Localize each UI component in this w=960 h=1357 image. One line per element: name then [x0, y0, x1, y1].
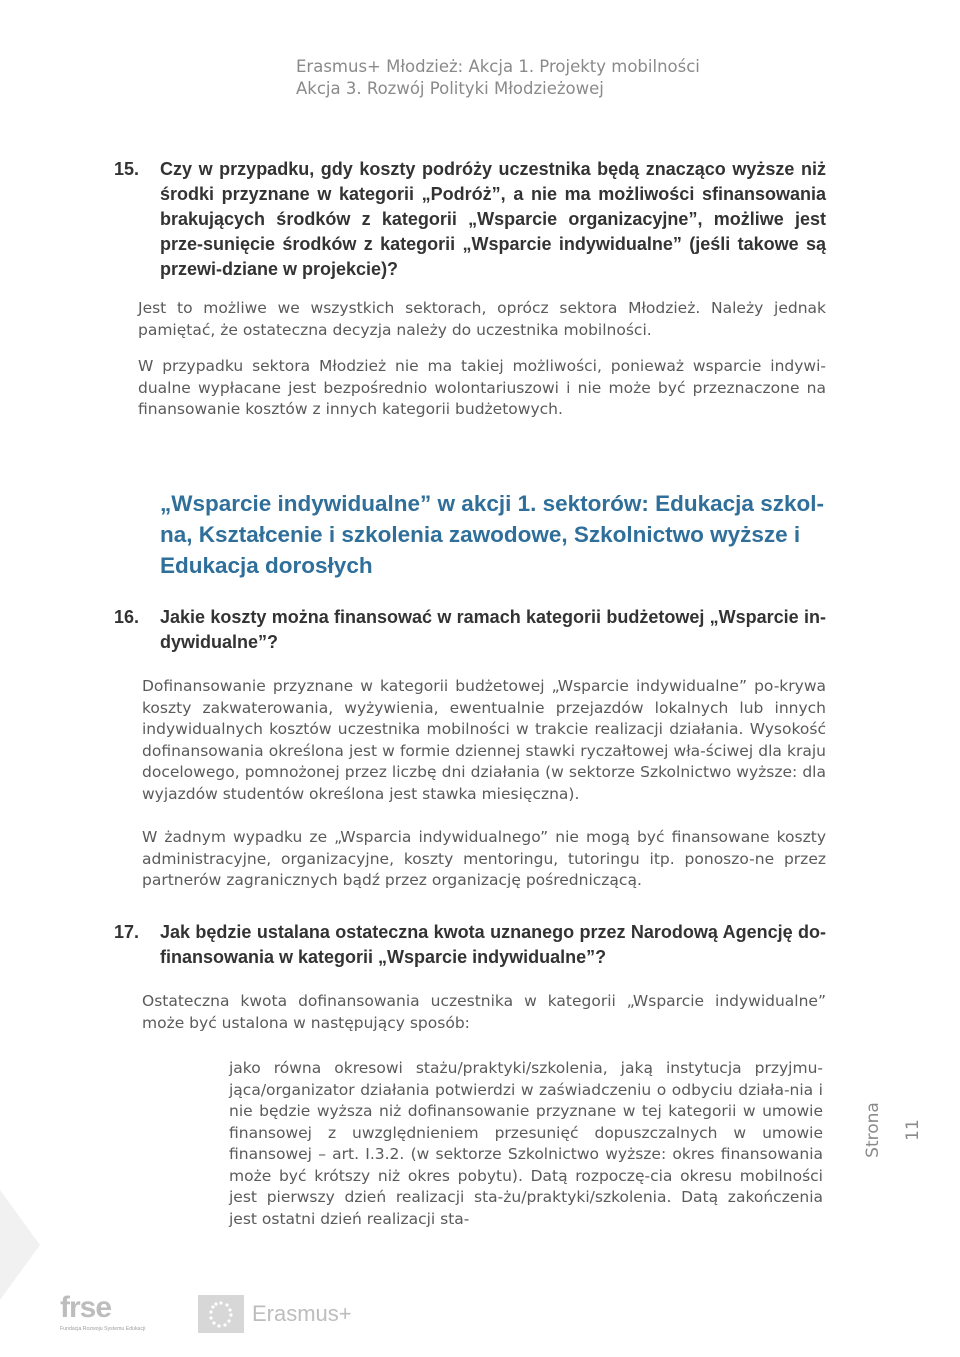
answer-16-paragraph-1: Dofinansowanie przyznane w kategorii budżetowej „Wsparcie indywidualne” po-krywa koszty zakwaterowania, wyżywienia, ewentualnie przejazdów lokalnych lub innych indywidualnych kosztów uczestnika mobilności w trakcie realizacji działania. Wysokość dofinansowania określona jest w formie dziennej stawki ryczałtowej wła-ściwej dla kraju docelowego, pomnożonej przez liczbę dni działania (w sektorze Szkolnictwo wyższe: dla wyjazdów studentów określona jest stawka miesięczna).	[142, 677, 826, 803]
question-16-number: 16.	[114, 607, 140, 627]
frse-logo-text: frse	[60, 1293, 112, 1324]
answer-15-paragraph-2: W przypadku sektora Młodzież nie ma takiej możliwości, ponieważ wsparcie indywi-dualne wypłacane jest bezpośrednio wolontariuszowi i nie może być przeznaczone na finansowanie kosztów z innych kategorii budżetowych.	[138, 357, 826, 418]
question-17-text: Jak będzie ustalana ostateczna kwota uznanego przez Narodową Agencję do-finansowania w kategorii „Wsparcie indywidualne”?	[160, 922, 826, 967]
answer-17-paragraph-2: jako równa okresowi stażu/praktyki/szkolenia, jaką instytucja przyjmu-jąca/organizator działania potwierdzi w zaświadczeniu o odbyciu działa-nia i nie będzie wyższa niż dofinansowanie przyznane w tej kategorii w umowie finansowej z uwzględnieniem przesunięć dopuszczalnych w umowie finansowej – art. I.3.2. (w sektorze Szkolnictwo wyższe: okres finansowania może być krótszy niż okres pobytu). Datą rozpoczę-cia okresu mobilności jest pierwszy dzień realizacji sta-żu/praktyki/szkolenia. Datą zakończenia jest ostatni dzień realizacji sta-	[229, 1059, 823, 1228]
erasmus-plus-text: Erasmus+	[252, 1301, 352, 1326]
question-15-text: Czy w przypadku, gdy koszty podróży uczestnika będą znacząco wyższe niż środki przyznane w kategorii „Podróż”, a nie ma możliwości sfinansowania brakujących środków z kategorii „Wsparcie organizacyjne”, możliwe jest prze-sunięcie środków z kategorii „Wsparcie indywidualne” (jeśli takowe są przewi-dziane w projekcie)?	[160, 159, 826, 279]
question-16-text: Jakie koszty można finansować w ramach kategorii budżetowej „Wsparcie in-dywidualne”?	[160, 607, 826, 652]
corner-decoration	[0, 1190, 40, 1300]
question-17-answer	[142, 991, 826, 1034]
frse-logo-caption: Fundacja Rozwoju Systemu Edukacji	[60, 1326, 146, 1332]
header-line-1: Erasmus+ Młodzież: Akcja 1. Projekty mobilności	[296, 57, 700, 76]
eu-flag-icon	[198, 1295, 244, 1333]
document-header	[296, 56, 700, 100]
answer-15-paragraph-1: Jest to możliwe we wszystkich sektorach, oprócz sektora Młodzież. Należy jednak pamiętać, że ostateczna decyzja należy do uczestnika mobilności.	[138, 299, 826, 339]
section-title: „Wsparcie indywidualne” w akcji 1. sektorów: Edukacja szkol-na, Kształcenie i szkolenia zawodowe, Szkolnictwo wyższe i Edukacja dorosłych	[160, 491, 824, 578]
question-16-answer	[142, 676, 826, 892]
frse-logo-mark	[58, 1293, 154, 1333]
header-line-2: Akcja 3. Rozwój Polityki Młodzieżowej	[296, 79, 604, 98]
question-15-answer	[138, 298, 826, 421]
question-15-number: 15.	[114, 159, 140, 179]
erasmus-plus-logo	[198, 1295, 352, 1333]
answer-17-paragraph-1: Ostateczna kwota dofinansowania uczestnika w kategorii „Wsparcie indywidualne” może być ustalona w następujący sposób:	[142, 992, 826, 1032]
page-number: Strona 11	[863, 1102, 923, 1158]
question-17-number: 17.	[114, 922, 140, 942]
answer-17-list-item	[229, 1058, 823, 1230]
frse-logo	[58, 1293, 154, 1337]
answer-16-paragraph-2: W żadnym wypadku ze „Wsparcia indywidualnego” nie mogą być finansowane koszty administracyjne, organizacyjne, koszty mentoringu, tutoringu itp. ponoszo-ne przez partnerów zagranicznych bądź przez organizację pośredniczącą.	[142, 828, 826, 889]
